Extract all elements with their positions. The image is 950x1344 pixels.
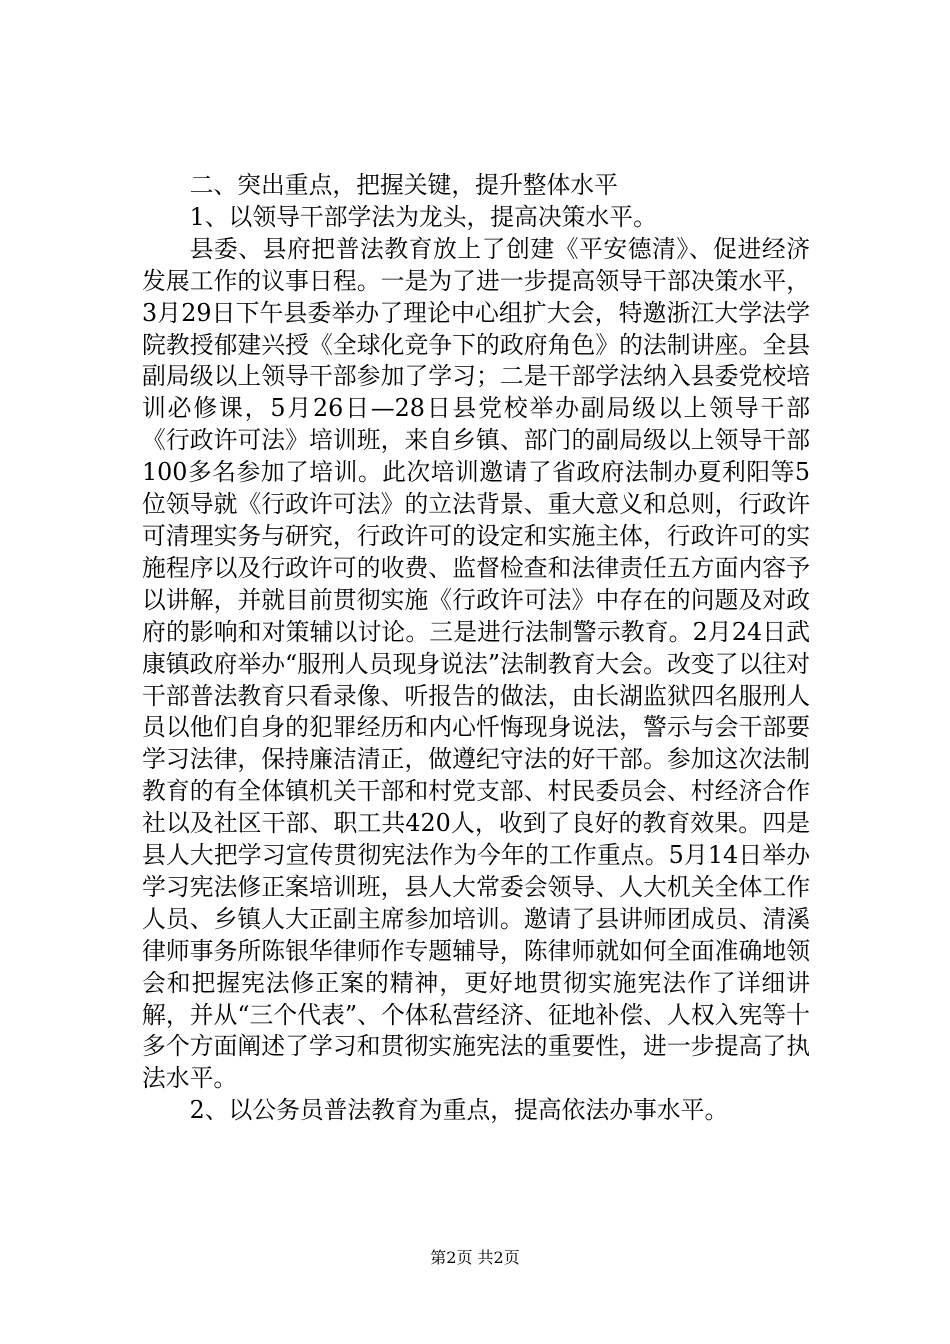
page-footer: 第2页 共2页: [430, 1248, 520, 1267]
section-heading: 二、突出重点，把握关键，提升整体水平: [189, 171, 618, 199]
item-1-paragraph: 县委、县府把普法教育放上了创建《平安德清》、促进经济发展工作的议事日程。一是为了进一步提高领导干部决策水平，3月29日下午县委举办了理论中心组扩大会，特邀浙江大学法学院教授郁建兴授《全球化竞争下的政府角色》的法制讲座。全县副局级以上领导干部参加了学习；二是干部学法纳入县委党校培训必修课，5月26日—28日县党校举办副局级以上领导干部《行政许可法》培训班，来自乡镇、部门的副局级以上领导干部100多名参加了培训。此次培训邀请了省政府法制办夏利阳等5位领导就《行政许可法》的立法背景、重大意义和总则，行政许可清理实务与研究，行政许可的设定和实施主体，行政许可的实施程序以及行政许可的收费、监督检查和法律责任五方面内容予以讲解，并就目前贯彻实施《行政许可法》中存在的问题及对政府的影响和对策辅以讨论。三是进行法制警示教育。2月24日武康镇政府举办“服刑人员现身说法”法制教育大会。改变了以往对干部普法教育只看录像、听报告的做法，由长湖监狱四名服刑人员以他们自身的犯罪经历和内心忏悔现身说法，警示与会干部要学习法律，保持廉洁清正，做遵纪守法的好干部。参加这次法制教育的有全体镇机关干部和村党支部、村民委员会、村经济合作社以及社区干部、职工共420人，收到了良好的教育效果。四是县人大把学习宣传贯彻宪法作为今年的工作重点。5月14日举办学习宪法修正案培训班，县人大常委会领导、人大机关全体工作人员、乡镇人大正副主席参加培训。邀请了县讲师团成员、清溪律师事务所陈银华律师作专题辅导，陈律师就如何全面准确地领会和把握宪法修正案的精神，更好地贯彻实施宪法作了详细讲解，并从“三个代表”、个体私营经济、征地补偿、人权入宪等十多个方面阐述了学习和贯彻实施宪法的重要性，进一步提高了执法水平。: [142, 234, 810, 1093]
item-1-title: 1、以领导干部学法为龙头，提高决策水平。: [189, 202, 657, 231]
item-2-title: 2、以公务员普法教育为重点，提高依法办事水平。: [189, 1096, 729, 1125]
document-body: [142, 170, 810, 1127]
